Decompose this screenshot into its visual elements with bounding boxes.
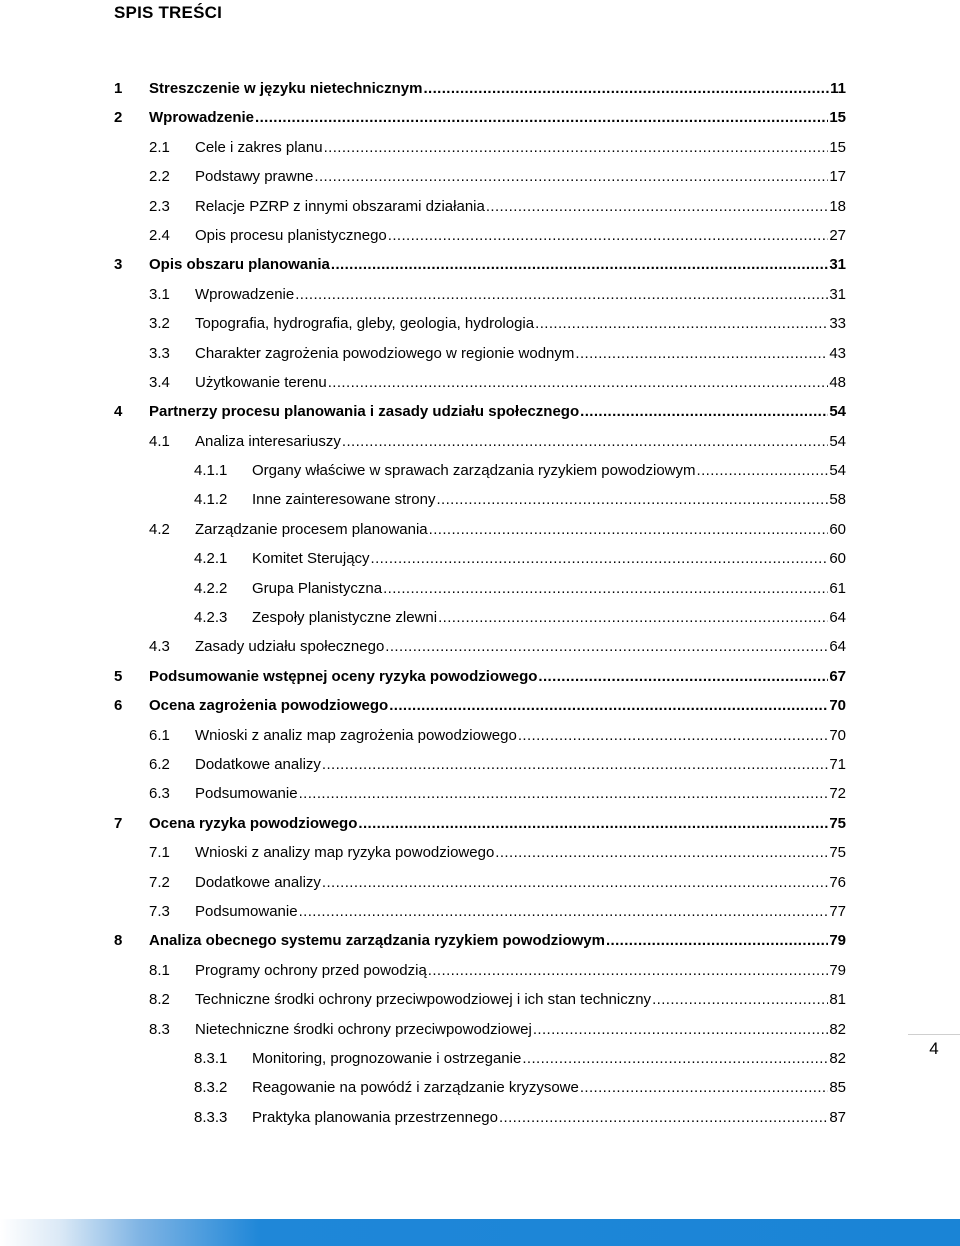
toc-entry-title: Wprowadzenie bbox=[195, 285, 295, 303]
toc-entry-page: 81 bbox=[829, 991, 846, 1009]
toc-entry-number: 4.2.2 bbox=[194, 579, 228, 597]
toc-entry-number: 7.3 bbox=[149, 902, 170, 920]
toc-entry-number: 8.3.2 bbox=[194, 1079, 228, 1097]
toc-entry-title: Podstawy prawne bbox=[195, 168, 314, 186]
toc-leader-dots bbox=[299, 779, 829, 808]
toc-leader-dots bbox=[580, 1073, 828, 1102]
toc-entry[interactable] bbox=[114, 133, 846, 162]
toc-entry-page: 70 bbox=[829, 697, 846, 715]
toc-entry-page: 82 bbox=[829, 1020, 846, 1038]
toc-entry-number: 8.3.1 bbox=[194, 1049, 228, 1067]
toc-entry[interactable] bbox=[114, 721, 846, 750]
toc-leader-dots bbox=[428, 956, 829, 985]
toc-entry-number: 4.1 bbox=[149, 432, 170, 450]
toc-leader-dots bbox=[385, 632, 828, 661]
toc-leader-dots bbox=[324, 133, 829, 162]
toc-entry-number: 8.3 bbox=[149, 1020, 170, 1038]
toc-entry-number: 4.3 bbox=[149, 638, 170, 656]
toc-entry[interactable] bbox=[114, 339, 846, 368]
toc-entry-number: 3 bbox=[114, 256, 123, 274]
toc-entry-number: 3.1 bbox=[149, 285, 170, 303]
toc-entry-title: Reagowanie na powódź i zarządzanie kryzysowe bbox=[252, 1079, 579, 1097]
toc-entry-title: Programy ochrony przed powodzią bbox=[195, 961, 427, 979]
toc-leader-dots bbox=[522, 1044, 828, 1073]
toc-entry[interactable] bbox=[114, 485, 846, 514]
toc-entry-title: Ocena zagrożenia powodziowego bbox=[149, 697, 389, 715]
toc-entry-page: 18 bbox=[829, 197, 846, 215]
toc-entry[interactable] bbox=[114, 162, 846, 191]
toc-leader-dots bbox=[495, 838, 828, 867]
toc-entry-title: Podsumowanie wstępnej oceny ryzyka powodziowego bbox=[149, 667, 538, 685]
toc-entry-title: Wprowadzenie bbox=[149, 109, 255, 127]
toc-entry-page: 27 bbox=[829, 226, 846, 244]
toc-entry-title: Charakter zagrożenia powodziowego w regionie wodnym bbox=[195, 344, 575, 362]
toc-entry-number: 8.2 bbox=[149, 991, 170, 1009]
toc-entry[interactable] bbox=[114, 985, 846, 1014]
toc-entry-page: 79 bbox=[829, 932, 846, 950]
toc-entry-number: 2.4 bbox=[149, 226, 170, 244]
toc-entry-number: 3.3 bbox=[149, 344, 170, 362]
toc-entry-page: 17 bbox=[829, 168, 846, 186]
toc-leader-dots bbox=[486, 192, 828, 221]
toc-entry[interactable] bbox=[114, 544, 846, 573]
toc-entry-title: Cele i zakres planu bbox=[195, 138, 323, 156]
toc-entry-number: 7.1 bbox=[149, 844, 170, 862]
toc-entry[interactable] bbox=[114, 427, 846, 456]
toc-entry-page: 15 bbox=[829, 109, 846, 127]
toc-leader-dots bbox=[575, 339, 828, 368]
toc-entry-number: 1 bbox=[114, 80, 123, 97]
toc-entry[interactable] bbox=[114, 250, 846, 279]
toc-leader-dots bbox=[299, 897, 829, 926]
toc-entry-title: Analiza obecnego systemu zarządzania ryzykiem powodziowym bbox=[149, 932, 605, 950]
toc-leader-dots bbox=[518, 721, 828, 750]
toc-leader-dots bbox=[535, 309, 828, 338]
toc-entry-title: Monitoring, prognozowanie i ostrzeganie bbox=[252, 1049, 522, 1067]
toc-entry-title: Nietechniczne środki ochrony przeciwpowodziowej bbox=[195, 1020, 532, 1038]
toc-entry-title: Podsumowanie bbox=[195, 785, 298, 803]
toc-entry-title: Partnerzy procesu planowania i zasady udziału społecznego bbox=[149, 403, 580, 421]
toc-entry-page: 87 bbox=[829, 1108, 846, 1126]
toc-entry-number: 4.1.1 bbox=[194, 462, 228, 480]
toc-entry-page: 54 bbox=[829, 403, 846, 421]
toc-entry-title: Wnioski z analiz map zagrożenia powodziowego bbox=[195, 726, 517, 744]
toc-entry-title: Grupa Planistyczna bbox=[252, 579, 383, 597]
toc-leader-dots bbox=[328, 368, 829, 397]
toc-entry-number: 4.2.1 bbox=[194, 550, 228, 568]
toc-entry[interactable] bbox=[114, 897, 846, 926]
toc-entry-title: Dodatkowe analizy bbox=[195, 755, 321, 773]
toc-entry[interactable] bbox=[114, 574, 846, 603]
toc-leader-dots bbox=[295, 280, 828, 309]
toc-leader-dots bbox=[322, 868, 828, 897]
toc-entry-number: 2 bbox=[114, 109, 123, 127]
toc-entry[interactable] bbox=[114, 221, 846, 250]
toc-entry[interactable] bbox=[114, 1073, 846, 1102]
toc-entry-title: Relacje PZRP z innymi obszarami działania bbox=[195, 197, 485, 215]
toc-entry-number: 8.1 bbox=[149, 961, 170, 979]
toc-entry[interactable] bbox=[114, 809, 846, 838]
toc-entry-page: 31 bbox=[829, 256, 846, 274]
table-of-contents bbox=[114, 74, 846, 1132]
toc-leader-dots bbox=[342, 427, 828, 456]
toc-entry-title: Wnioski z analizy map ryzyka powodziowego bbox=[195, 844, 495, 862]
toc-leader-dots bbox=[533, 1015, 828, 1044]
toc-entry-page: 67 bbox=[829, 667, 846, 685]
toc-entry-page: 43 bbox=[829, 344, 846, 362]
toc-entry-page: 70 bbox=[829, 726, 846, 744]
page-number: 4 bbox=[908, 1034, 960, 1059]
toc-entry-title: Użytkowanie terenu bbox=[195, 373, 327, 391]
toc-leader-dots bbox=[255, 103, 828, 132]
toc-leader-dots bbox=[383, 574, 828, 603]
toc-entry[interactable] bbox=[114, 838, 846, 867]
toc-entry[interactable] bbox=[114, 309, 846, 338]
toc-entry-title: Podsumowanie bbox=[195, 902, 298, 920]
toc-entry-title: Organy właściwe w sprawach zarządzania ryzykiem powodziowym bbox=[252, 462, 696, 480]
toc-leader-dots bbox=[580, 397, 828, 426]
toc-entry-title: Komitet Sterujący bbox=[252, 550, 370, 568]
toc-leader-dots bbox=[606, 926, 828, 955]
toc-entry-number: 3.2 bbox=[149, 315, 170, 333]
toc-entry-page: 54 bbox=[829, 462, 846, 480]
toc-entry-page: 11 bbox=[830, 80, 846, 97]
toc-entry-page: 61 bbox=[829, 579, 846, 597]
toc-entry[interactable] bbox=[114, 868, 846, 897]
toc-entry-title: Ocena ryzyka powodziowego bbox=[149, 814, 358, 832]
toc-entry-number: 2.1 bbox=[149, 138, 170, 156]
toc-entry[interactable] bbox=[114, 1015, 846, 1044]
toc-entry-page: 54 bbox=[829, 432, 846, 450]
toc-entry-title: Dodatkowe analizy bbox=[195, 873, 321, 891]
toc-entry-title: Zasady udziału społecznego bbox=[195, 638, 385, 656]
toc-entry-title: Inne zainteresowane strony bbox=[252, 491, 436, 509]
toc-entry-title: Techniczne środki ochrony przeciwpowodziowej i ich stan techniczny bbox=[195, 991, 652, 1009]
toc-entry-page: 77 bbox=[829, 902, 846, 920]
toc-leader-dots bbox=[358, 809, 828, 838]
toc-entry-page: 64 bbox=[829, 638, 846, 656]
toc-entry[interactable] bbox=[114, 103, 846, 132]
toc-leader-dots bbox=[371, 544, 829, 573]
toc-entry-number: 2.3 bbox=[149, 197, 170, 215]
toc-entry-page: 79 bbox=[829, 961, 846, 979]
toc-entry-number: 6 bbox=[114, 697, 123, 715]
toc-entry-number: 2.2 bbox=[149, 168, 170, 186]
toc-leader-dots bbox=[499, 1103, 828, 1132]
toc-entry-title: Praktyka planowania przestrzennego bbox=[252, 1108, 498, 1126]
toc-entry[interactable] bbox=[114, 956, 846, 985]
toc-entry-page: 71 bbox=[829, 755, 846, 773]
toc-entry[interactable] bbox=[114, 1044, 846, 1073]
toc-entry-number: 3.4 bbox=[149, 373, 170, 391]
toc-entry[interactable] bbox=[114, 74, 846, 103]
toc-entry-page: 76 bbox=[829, 873, 846, 891]
toc-entry-number: 7.2 bbox=[149, 873, 170, 891]
toc-entry[interactable] bbox=[114, 192, 846, 221]
toc-entry-number: 7 bbox=[114, 814, 123, 832]
toc-leader-dots bbox=[429, 515, 829, 544]
toc-entry[interactable] bbox=[114, 750, 846, 779]
toc-entry[interactable] bbox=[114, 456, 846, 485]
toc-entry-page: 60 bbox=[829, 520, 846, 538]
toc-leader-dots bbox=[388, 221, 829, 250]
toc-entry[interactable] bbox=[114, 397, 846, 426]
toc-leader-dots bbox=[322, 750, 828, 779]
toc-entry-page: 48 bbox=[829, 373, 846, 391]
toc-entry-title: Zarządzanie procesem planowania bbox=[195, 520, 428, 538]
toc-entry[interactable] bbox=[114, 926, 846, 955]
toc-entry-title: Opis procesu planistycznego bbox=[195, 226, 387, 244]
toc-entry[interactable] bbox=[114, 1103, 846, 1132]
toc-entry-page: 64 bbox=[829, 609, 846, 627]
toc-entry-number: 5 bbox=[114, 667, 123, 685]
toc-leader-dots bbox=[389, 691, 828, 720]
toc-entry-title: Analiza interesariuszy bbox=[195, 432, 341, 450]
toc-leader-dots bbox=[436, 485, 828, 514]
toc-entry-title: Topografia, hydrografia, gleby, geologia, hydrologia bbox=[195, 315, 535, 333]
toc-entry[interactable] bbox=[114, 691, 846, 720]
toc-entry[interactable] bbox=[114, 368, 846, 397]
toc-entry-title: Zespoły planistyczne zlewni bbox=[252, 609, 438, 627]
toc-leader-dots bbox=[538, 662, 828, 691]
toc-entry-number: 4.2.3 bbox=[194, 609, 228, 627]
toc-entry[interactable] bbox=[114, 632, 846, 661]
toc-entry[interactable] bbox=[114, 662, 846, 691]
toc-leader-dots bbox=[314, 162, 828, 191]
toc-entry-page: 15 bbox=[829, 138, 846, 156]
toc-entry-page: 75 bbox=[829, 844, 846, 862]
toc-entry-page: 31 bbox=[829, 285, 846, 303]
toc-entry-page: 85 bbox=[829, 1079, 846, 1097]
toc-entry[interactable] bbox=[114, 280, 846, 309]
toc-entry[interactable] bbox=[114, 603, 846, 632]
toc-entry-number: 8.3.3 bbox=[194, 1108, 228, 1126]
toc-entry-number: 4 bbox=[114, 403, 123, 421]
footer-bar bbox=[0, 1219, 960, 1246]
toc-entry-number: 4.2 bbox=[149, 520, 170, 538]
toc-leader-dots bbox=[652, 985, 828, 1014]
toc-entry-page: 60 bbox=[829, 550, 846, 568]
toc-entry-title: Opis obszaru planowania bbox=[149, 256, 330, 274]
toc-entry-number: 8 bbox=[114, 932, 123, 950]
toc-entry-number: 6.2 bbox=[149, 755, 170, 773]
toc-entry-page: 33 bbox=[829, 315, 846, 333]
toc-leader-dots bbox=[697, 456, 829, 485]
toc-entry-page: 58 bbox=[829, 491, 846, 509]
toc-entry-number: 4.1.2 bbox=[194, 491, 228, 509]
toc-entry[interactable] bbox=[114, 779, 846, 808]
toc-entry-page: 72 bbox=[829, 785, 846, 803]
toc-entry-number: 6.1 bbox=[149, 726, 170, 744]
toc-leader-dots bbox=[423, 74, 829, 103]
toc-entry-page: 82 bbox=[829, 1049, 846, 1067]
toc-entry-title: Streszczenie w języku nietechnicznym bbox=[149, 80, 423, 97]
toc-entry-number: 6.3 bbox=[149, 785, 170, 803]
toc-entry-page: 75 bbox=[829, 814, 846, 832]
toc-entry[interactable] bbox=[114, 515, 846, 544]
toc-leader-dots bbox=[331, 250, 828, 279]
toc-heading: SPIS TREŚCI bbox=[114, 3, 223, 22]
toc-leader-dots bbox=[438, 603, 828, 632]
